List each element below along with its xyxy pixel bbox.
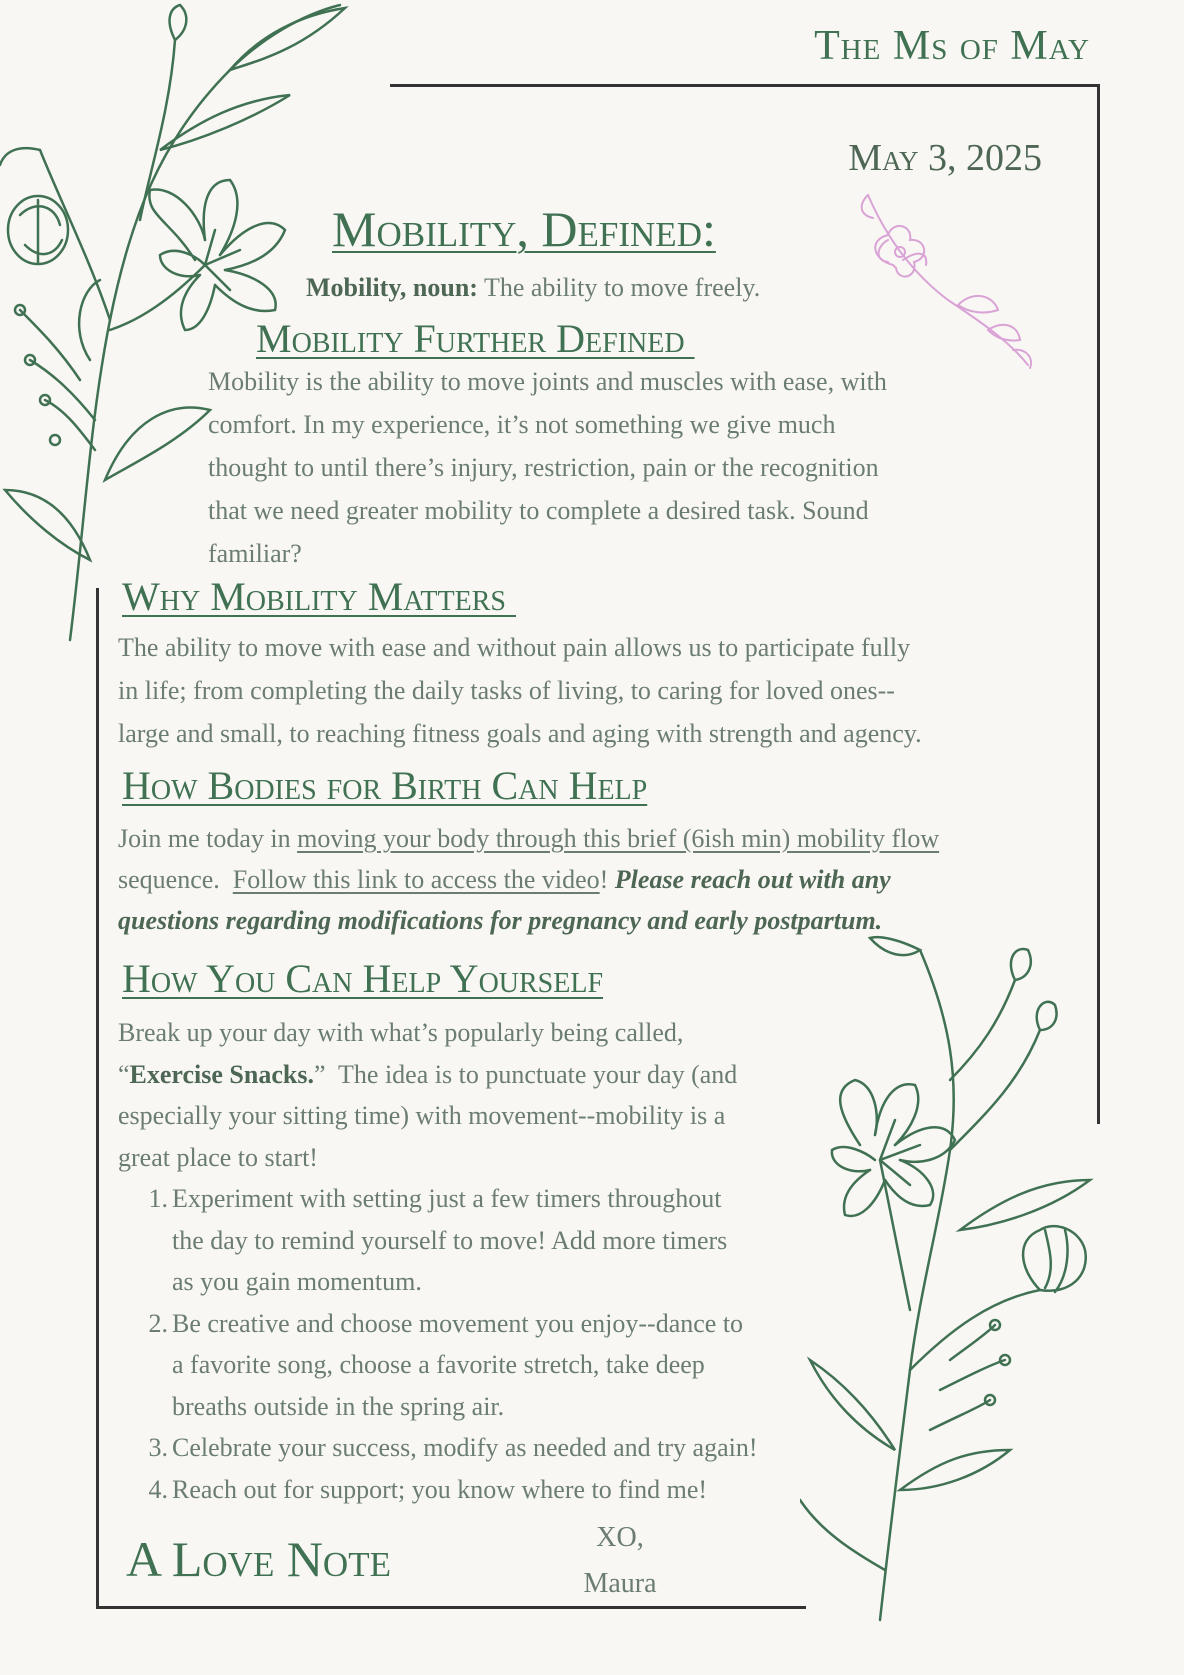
definition-term: Mobility, noun: <box>306 273 478 302</box>
list-item-line: Reach out for support; you know where to find me! <box>172 1474 708 1504</box>
further-line-3: thought to until there’s injury, restriction, pain or the recognition <box>208 453 879 482</box>
further-line-2: comfort. In my experience, it’s not something we give much <box>208 410 836 439</box>
frame-bottom-line <box>96 1606 806 1609</box>
further-line-5: familiar? <box>208 539 302 568</box>
matters-line-1: The ability to move with ease and without pain allows us to participate fully <box>118 633 911 662</box>
list-item <box>122 1303 842 1428</box>
further-line-1: Mobility is the ability to move joints and muscles with ease, with <box>208 367 887 396</box>
frame-top-line <box>390 84 1100 87</box>
yourself-paragraph <box>118 1012 838 1178</box>
yourself-line-3: especially your sitting time) with movement--mobility is a <box>118 1101 726 1130</box>
quote-open: “ <box>118 1059 130 1089</box>
yourself-line-2-rest: ” The idea is to punctuate your day (and <box>313 1059 738 1089</box>
tips-list <box>122 1178 842 1510</box>
list-item-line: Be creative and choose movement you enjoy--dance to <box>172 1308 744 1338</box>
exercise-snacks-term: Exercise Snacks. <box>129 1059 314 1089</box>
list-item-line: the day to remind yourself to move! Add more timers <box>172 1225 728 1255</box>
help-paragraph <box>118 818 1093 941</box>
date: May 3, 2025 <box>848 137 1042 179</box>
section-title-yourself: How You Can Help Yourself <box>122 956 604 1001</box>
further-line-4: that we need greater mobility to complete a desired task. Sound <box>208 496 869 525</box>
help-line2-text: sequence. <box>118 865 233 894</box>
list-item <box>122 1469 842 1511</box>
pink-floral-sprig <box>848 190 1038 375</box>
matters-line-2: in life; from completing the daily tasks of living, to caring for loved ones-- <box>118 676 895 705</box>
list-item-line: a favorite song, choose a favorite stretch, take deep <box>172 1350 705 1379</box>
list-item-line: Celebrate your success, modify as needed and try again! <box>172 1433 758 1462</box>
video-link[interactable]: Follow this link to access the video <box>232 865 600 894</box>
list-item <box>122 1427 842 1469</box>
list-item-line: as you gain momentum. <box>172 1267 422 1296</box>
section-title-further: Mobility Further Defined <box>256 316 695 361</box>
signature-name: Maura <box>583 1568 657 1599</box>
floral-illustration-bottom-right <box>800 930 1130 1630</box>
help-line1-text: Join me today in <box>118 824 298 853</box>
brand-title: The Ms of May <box>814 23 1090 69</box>
section-title-defined: Mobility, Defined: <box>332 201 716 257</box>
love-note-title: A Love Note <box>126 1531 391 1587</box>
matters-paragraph <box>118 626 1093 755</box>
definition-line <box>306 268 760 308</box>
list-item-line: Experiment with setting just a few timers throughout <box>172 1184 722 1213</box>
sign-off-xo: XO, <box>596 1522 644 1553</box>
list-item-number: 3. <box>148 1433 168 1462</box>
help-note-part1: Please reach out with any <box>614 865 891 894</box>
yourself-line-1: Break up your day with what’s popularly being called, <box>118 1018 684 1047</box>
yourself-line-4: great place to start! <box>118 1142 318 1172</box>
list-item-number: 2. <box>148 1308 168 1338</box>
section-title-matters: Why Mobility Matters <box>122 574 516 619</box>
definition-text: The ability to move freely. <box>477 273 761 302</box>
list-item-number: 1. <box>148 1184 168 1213</box>
section-title-help: How Bodies for Birth Can Help <box>122 763 648 808</box>
list-item-number: 4. <box>148 1474 168 1504</box>
mobility-flow-link[interactable]: moving your body through this brief (6ish min) mobility flow <box>297 824 940 853</box>
list-item-line: breaths outside in the spring air. <box>172 1391 505 1421</box>
help-line2-bang: ! <box>599 865 615 894</box>
list-item <box>122 1178 842 1303</box>
matters-line-3: large and small, to reaching fitness goals and aging with strength and agency. <box>118 719 922 748</box>
further-paragraph <box>208 360 1088 575</box>
help-note-part2: questions regarding modifications for pregnancy and early postpartum. <box>118 906 883 935</box>
frame-left-line <box>96 588 99 1608</box>
